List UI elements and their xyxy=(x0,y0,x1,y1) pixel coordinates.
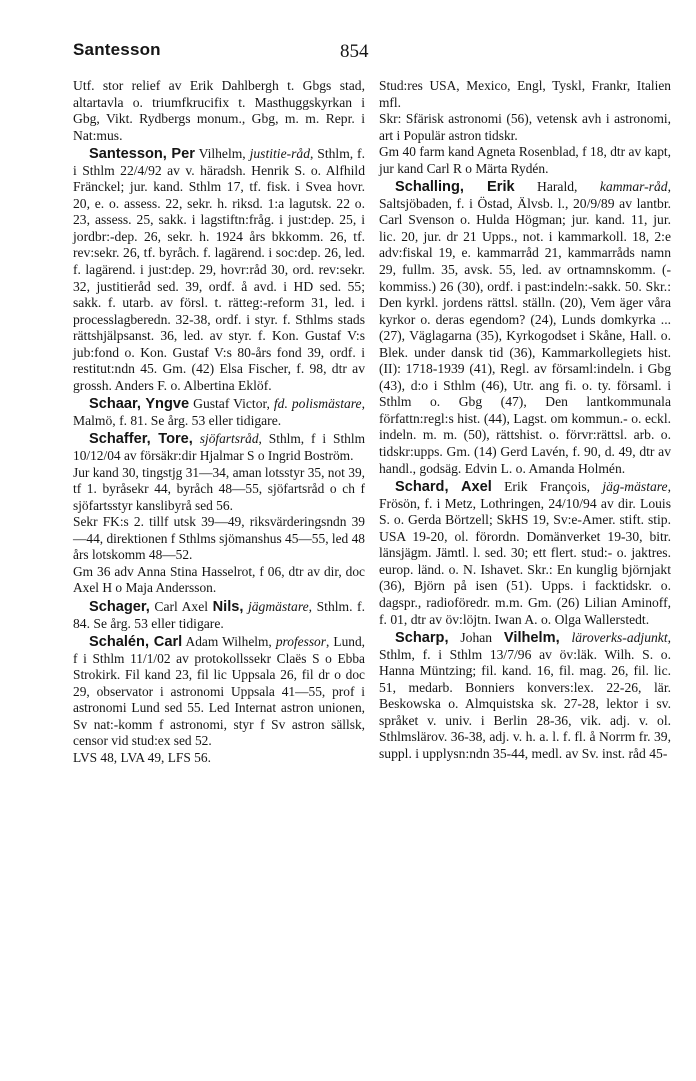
entry-scharp-vilhelm xyxy=(379,630,671,762)
running-head: Santesson xyxy=(73,40,161,59)
carryover-studies: Stud:res USA, Mexico, Engl, Tyskl, Frankr, Italien mfl. xyxy=(379,78,671,110)
entry-given-names: Carl Axel xyxy=(149,598,213,614)
entry-title: sjöfartsråd xyxy=(192,431,259,447)
entry-title: jäg-mästare xyxy=(602,479,668,495)
entry-body: , Sthlm, f. i Sthlm 13/7/96 av öv:läk. Wilh. S. o. Hanna Müntzing; fil. kand. 16, fil. mag. 26, fil. lic. 51, medarb. Bonniers konvers:lex. 22-26, lär. Beskowska o. Almquistska sk. 27-28, lektor i sv. språket v. univ. i Berlin 28-36, vik. adj. v. ol. Sthlmslärov. 36-38, adj. v. h. a. l. f. fl. å Norrm fr. 39, suppl. i upplysn:ndn 35-44, medl. av Sv. inst. råd 45- xyxy=(379,630,672,761)
entry-body: , Malmö, f. 81. Se årg. 53 eller tidigare. xyxy=(73,396,366,428)
entry-headword: Schaar, Yngve xyxy=(89,396,190,413)
entry-schaffer-career: Jur kand 30, tingstjg 31—34, aman lotsstyr 35, not 39, tf 1. byråsekr 44, byråch 48—55, sjöfartsråd o ch f sjöfartsstyr kanslibyrå sed 56. xyxy=(73,464,365,513)
entry-headword: Schard, Axel xyxy=(395,479,492,496)
entry-body: , Frösön, f. i Metz, Lothringen, 24/10/94 av dir. Louis S. o. Gerda Börtzell; SkHS 19, Sv:e-Amer. stift. stip. USA 19-20, ol. förordn. Domänverket 19-30, bitr. länsjägm. Jämtl. l. sed. 30; ett flert. stud:- o. jaktres. europ. länd. o. N. Ishavet. Skr.: En kunglig björnjakt (36), Björn på isen (51). Upps. i facktidskr. o. dagspr., radioföredr. m.m. Gm. (26) Lilian Aminoff, f. 01, dtr av öv:löjtn. Iwan A. o. Olga Wallerstedt. xyxy=(379,479,671,627)
entry-given-names: Adam Wilhelm, xyxy=(182,634,276,650)
entry-title: justitie-råd xyxy=(249,146,311,162)
entry-given-names: Vilhelm, xyxy=(194,146,250,162)
right-column xyxy=(379,78,671,762)
entry-given-names: Johan xyxy=(448,630,504,646)
entry-schaar-yngve xyxy=(73,396,365,429)
entry-headword: Schaffer, Tore, xyxy=(89,431,193,448)
entry-body: , Saltsjöbaden, f. i Östad, Älvsb. l., 20/9/89 av lantbr. Carl Svenson o. Hulda Högman; jur. kand. 11, jur. lic. 20, jur. dr 21 Upps., not. i kammarkoll. 18, 2:e adv:fiskal 19, e. kammarråd 21, kammarråds namn 29, fullm. 35, avsk. 55, led. av ortnamnskomm. (-kommiss.) 26 (30), ordf. i past:indeln:-sakk. 50. Skr.: Den kyrkl. jordens rättsl. ställn. (20), Vem äger våra kyrkor o. deras egendom? (24), Lunds domkyrka ... (27), Väglagarna (35), Kyrkogodset i Skåne, Hall. o. Blek. under dansk tid (36), Kammarkollegiets hist. (II): 1718-1939 (41), Regl. av församl:indeln. i Gbg (43), d:o i Sthlm (46), Utr. ang fi. o. ty. församl. i Sthlm o. Gbg (47), Den lantkommunala författn:regl:s hist. (44), Lagst. om kommun.- o. eckl. indeln. m. m. (50), rättshist. o. förvr:rättsl. arb. o. tidskr:upps. Gm. (14) Gerd Lavén, f. 90, d. 49, dtr av handl., godsäg. Edvin L. o. Amanda Holmén. xyxy=(379,179,671,476)
entry-body: , Sthlm. f. 84. Se årg. 53 eller tidigare. xyxy=(73,598,365,631)
entry-santesson-per xyxy=(73,146,365,394)
entry-given-names: Gustaf Victor, xyxy=(189,396,274,412)
entry-headword: Schalén, Carl xyxy=(89,634,183,651)
entry-title: kammar-råd xyxy=(599,179,668,195)
entry-schaffer-offices: Sekr FK:s 2. tillf utsk 39—49, riksvärderingsndn 39—44, direktionen f Sthlms sjömanshus 45—55, led 48 års lotskomm 48—52. xyxy=(73,514,365,563)
entry-headword: Scharp, xyxy=(395,630,449,647)
entry-headword: Santesson, Per xyxy=(89,146,195,163)
entry-body: , Lund, f i Sthlm 11/1/02 av protokollssekr Claës S o Ebba Strokirk. Fil kand 23, fil lic Uppsala 26, fil dr o doc 29, observator i astronomi Uppsala 41—55, prof i astronomi Lund sed 55. Led Internat astron unionen, Sv nat:-komm f astronomi, styr f Sv astron sällsk, censor vid stud:ex sed 52. xyxy=(73,634,366,749)
entry-headword: Schalling, Erik xyxy=(395,179,515,196)
entry-title: jägmästare xyxy=(243,598,309,614)
entry-body: , Sthlm, f. i Sthlm 22/4/92 av v. häradsh. Henrik S. o. Alfhild Fränckel; jur. kand. Sthlm 17, tf. fisk. i Svea hovr. 20, e. o. assess. 22, sekr. h. riksd. 1:a lagutsk. 22 o. 23, assess. 25, sakk. i lagstiftn:fråg. i just:dep. 25, i jordbr:-dep. 26, sekr. h. 1924 års bkkomm. 26, tf. rev:sekr. 26, tf. byråch. f. lagärend. i soc:dep. 26, led. f. lagärend. i just:dep. 29, hovr:råd 30, ord. rev:sekr. 32, justitieråd sed. 39, ordf. å avd. i HD sed. 55; sakk. f. utarb. av försl. t. rätteg:-reform 31, led. i processlagberedn. 32-38, ordf. i styr. f. Sthlms stads rättshjälpsanst. 36, led. av styr. f. Kon. Gustaf V:s jub:fond o. Kon. Gustaf V:s 80-års fond 39, ordf. i restitut:ndn 45. Gm. (42) Elsa Fischer, f. 98, dtr av grossh. Anders F. o. Albertina Eklöf. xyxy=(73,146,365,393)
entry-given-names: Harald, xyxy=(514,179,600,195)
entry-given-names: Erik François, xyxy=(491,479,603,495)
entry-headword-callname: Vilhelm, xyxy=(503,630,560,647)
entry-title: läroverks-adjunkt xyxy=(559,630,668,646)
carryover-entry-text: Utf. stor relief av Erik Dahlbergh t. Gbgs stad, altartavla o. triumfkrucifix t. Masthuggskyrkan i Gbg, Vikt. Rydbergs monum., Gbg, m. m. Repr. i Nat:mus. xyxy=(73,78,365,143)
entry-schalen-carl xyxy=(73,634,365,750)
entry-headword: Schager, xyxy=(89,598,150,615)
entry-title: professor xyxy=(275,634,326,650)
entry-schard-axel xyxy=(379,479,671,628)
entry-schaffer-tore xyxy=(73,431,365,464)
left-column xyxy=(73,78,365,766)
entry-schalling-erik xyxy=(379,179,671,477)
entry-headword-callname: Nils, xyxy=(212,598,244,615)
entry-schalen-memberships: LVS 48, LVA 49, LFS 56. xyxy=(73,749,211,765)
entry-title: fd. polismästare xyxy=(273,396,362,412)
entry-schager-nils xyxy=(73,599,365,632)
entry-body-line1: , Sthlm, f i Sthlm 10/12/04 av försäkr:dir Hjalmar S o Ingrid Boström. xyxy=(73,431,366,464)
entry-schaffer-marriage: Gm 36 adv Anna Stina Hasselrot, f 06, dtr av dir, doc Axel H o Maja Andersson. xyxy=(73,563,365,596)
carryover-writings: Skr: Sfärisk astronomi (56), vetensk avh i astronomi, art i Populär astron tidskr. xyxy=(379,111,671,143)
carryover-marriage: Gm 40 farm kand Agneta Rosenblad, f 18, dtr av kapt, jur kand Carl R o Märta Rydén. xyxy=(379,144,671,176)
page-number: 854 xyxy=(340,41,369,62)
